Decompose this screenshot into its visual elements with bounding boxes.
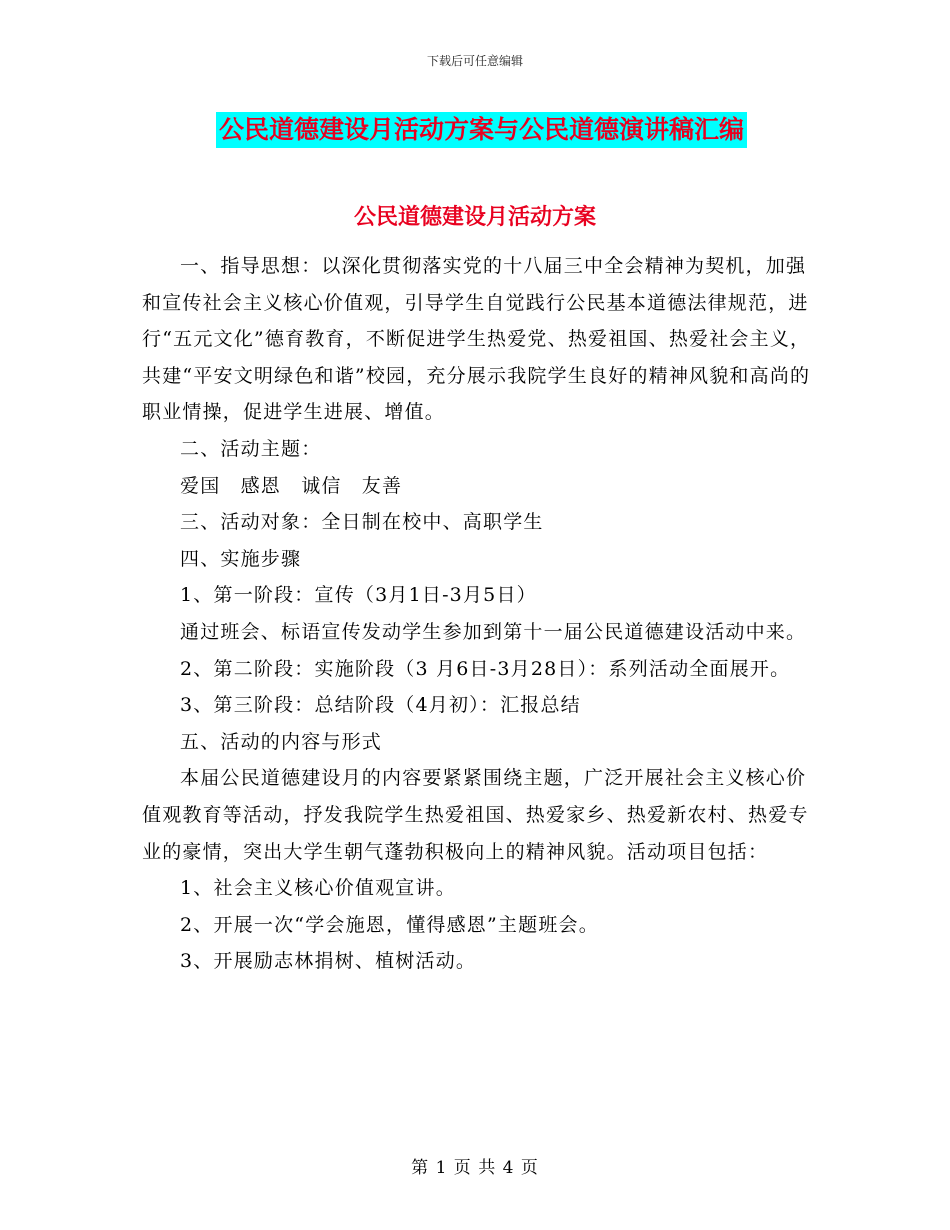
paragraph-content-heading: 五、活动的内容与形式: [180, 730, 383, 753]
header-note: 下载后可任意编辑: [426, 54, 523, 68]
document-body: [142, 248, 812, 980]
list-item-3: 3、开展励志林捐树、植树活动。: [180, 950, 477, 973]
paragraph-stage-1-detail: 通过班会、标语宣传发动学生参加到第十一届公民道德建设活动中来。: [180, 620, 807, 643]
section-title: 公民道德建设月活动方案: [353, 204, 596, 230]
paragraph-stage-2: 2、第二阶段：实施阶段（3 月6日-3月28日）：系列活动全面展开。: [180, 657, 791, 680]
paragraph-theme-heading: 二、活动主题：: [180, 437, 322, 460]
list-item-1: 1、社会主义核心价值观宣讲。: [180, 877, 456, 900]
paragraph-guiding-ideology: 一、指导思想：以深化贯彻落实党的十八届三中全会精神为契机，加强和宣传社会主义核心价值观，引导学生自觉践行公民基本道德法律规范，进行“五元文化”德育教育，不断促进学生热爱党、热爱祖国、热爱社会主义，共建“平安文明绿色和谐”校园，充分展示我院学生良好的精神风貌和高尚的职业情操，促进学生进展、增值。: [142, 255, 811, 424]
document-title: 公民道德建设月活动方案与公民道德演讲稿汇编: [216, 112, 747, 148]
page-number-footer: 第 1 页 共 4 页: [411, 1158, 539, 1178]
paragraph-content-detail: 本届公民道德建设月的内容要紧紧围绕主题，广泛开展社会主义核心价值观教育等活动，抒发我院学生热爱祖国、热爱家乡、热爱新农村、热爱专业的豪情，突出大学生朝气蓬勃积极向上的精神风貌。活动项目包括：: [142, 767, 809, 863]
paragraph-steps-heading: 四、实施步骤: [180, 547, 302, 570]
paragraph-stage-3: 3、第三阶段：总结阶段（4月初）：汇报总结: [180, 694, 581, 717]
paragraph-target-audience: 三、活动对象：全日制在校中、高职学生: [180, 511, 544, 534]
paragraph-theme-values: 爱国 感恩 诚信 友善: [180, 474, 403, 497]
list-item-2: 2、开展一次“学会施恩，懂得感恩”主题班会。: [180, 913, 599, 936]
paragraph-stage-1: 1、第一阶段：宣传（3月1日-3月5日）: [180, 584, 537, 607]
